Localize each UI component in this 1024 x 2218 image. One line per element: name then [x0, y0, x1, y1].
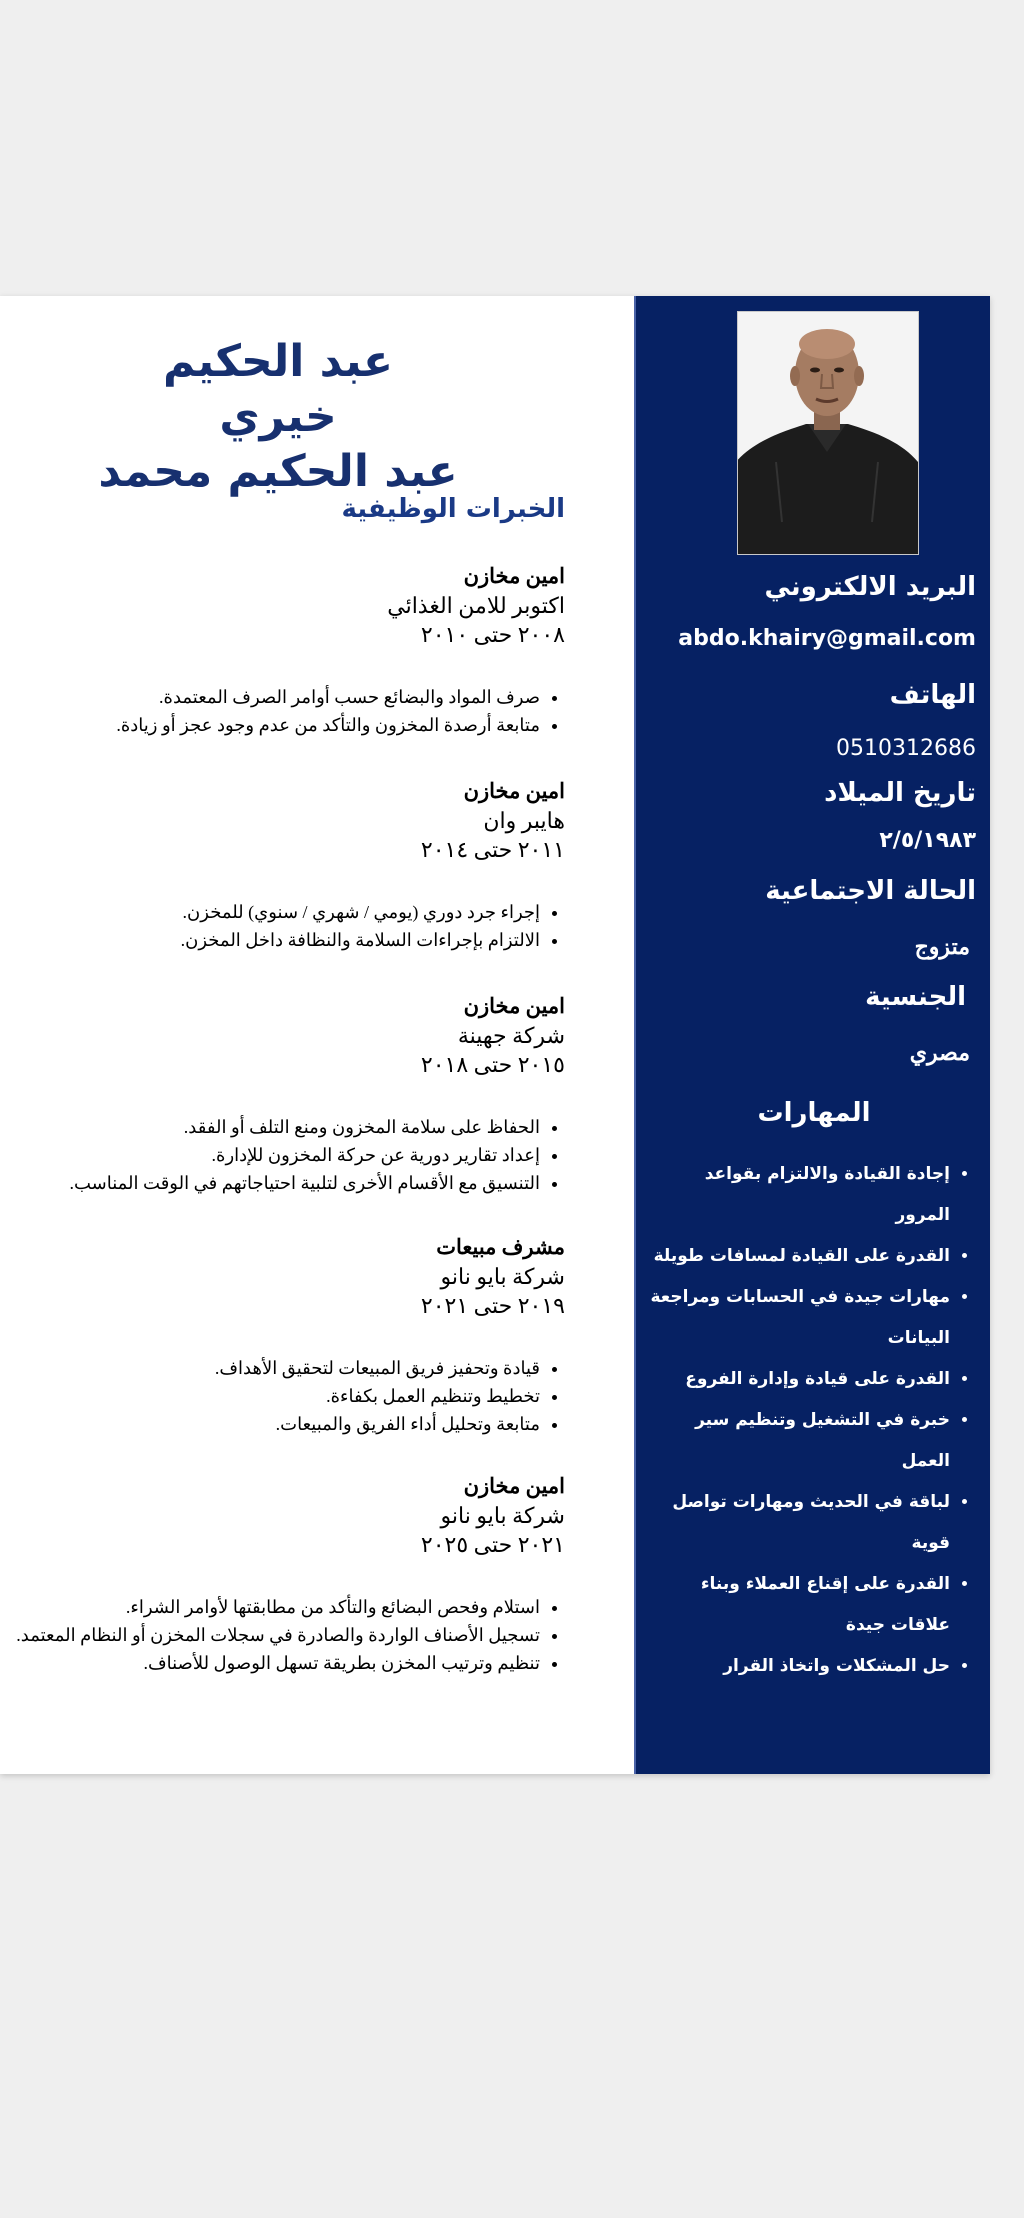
duty-item: • التنسيق مع الأقسام الأخرى لتلبية احتياجاتهم في الوقت المناسب.	[0, 1169, 540, 1197]
job-entry	[0, 562, 565, 739]
skills-list	[646, 1154, 976, 1687]
job-company: اكتوبر للامن الغذائي	[387, 593, 565, 618]
job-dates: ٢٠١١ حتى ٢٠١٤	[420, 837, 565, 862]
skill-item: • حل المشكلات واتخاذ القرار	[646, 1646, 950, 1687]
job-company: شركة جهينة	[457, 1023, 565, 1048]
duty-item: • متابعة وتحليل أداء الفريق والمبيعات.	[0, 1410, 540, 1438]
duty-item: • صرف المواد والبضائع حسب أوامر الصرف المعتمدة.	[0, 683, 540, 711]
duty-item: • الالتزام بإجراءات السلامة والنظافة داخل المخزن.	[0, 926, 540, 954]
main-column	[0, 296, 634, 1774]
job-title: امين مخازن	[463, 564, 565, 588]
name-line-1: عبد الحكيم خيري	[162, 336, 394, 442]
email-value[interactable]: abdo.khairy@gmail.com	[678, 626, 976, 651]
job-dates: ٢٠١٥ حتى ٢٠١٨	[420, 1052, 565, 1077]
skill-item: • إجادة القيادة والالتزام بقواعد المرور	[646, 1154, 950, 1236]
job-duties	[0, 1354, 565, 1438]
duty-item: • قيادة وتحفيز فريق المبيعات لتحقيق الأهداف.	[0, 1354, 540, 1382]
job-duties	[0, 1593, 565, 1677]
job-company: شركة بايو نانو	[440, 1503, 565, 1528]
name-line-2: عبد الحكيم محمد	[98, 446, 458, 497]
nationality-value: مصري	[909, 1040, 970, 1065]
job-title: امين مخازن	[463, 779, 565, 803]
job-entry	[0, 992, 565, 1197]
job-title: امين مخازن	[463, 1474, 565, 1498]
skill-item: • مهارات جيدة في الحسابات ومراجعة البيانات	[646, 1277, 950, 1359]
job-entry	[0, 1472, 565, 1677]
duty-item: • تسجيل الأصناف الواردة والصادرة في سجلات المخزن أو النظام المعتمد.	[0, 1621, 540, 1649]
job-company: شركة بايو نانو	[440, 1264, 565, 1289]
job-duties	[0, 898, 565, 954]
job-dates: ٢٠٠٨ حتى ٢٠١٠	[420, 622, 565, 647]
job-title: امين مخازن	[463, 994, 565, 1018]
marital-status-label: الحالة الاجتماعية	[765, 876, 976, 906]
duty-item: • متابعة أرصدة المخزون والتأكد من عدم وجود عجز أو زيادة.	[0, 711, 540, 739]
skill-item: • القدرة على قيادة وإدارة الفروع	[646, 1359, 950, 1400]
job-duties	[0, 683, 565, 739]
resume-page	[0, 296, 990, 1774]
phone-value[interactable]: 0510312686	[836, 736, 976, 761]
duty-item: • تخطيط وتنظيم العمل بكفاءة.	[0, 1382, 540, 1410]
nationality-label: الجنسية	[865, 982, 966, 1012]
duty-item: • استلام وفحص البضائع والتأكد من مطابقتها لأوامر الشراء.	[0, 1593, 540, 1621]
job-entry	[0, 1233, 565, 1438]
skill-item: • لباقة في الحديث ومهارات تواصل قوية	[646, 1482, 950, 1564]
skill-item: • خبرة في التشغيل وتنظيم سير العمل	[646, 1400, 950, 1482]
email-label: البريد الالكتروني	[764, 572, 976, 602]
skill-item: • القدرة على القيادة لمسافات طويلة	[646, 1236, 950, 1277]
job-duties	[0, 1113, 565, 1197]
job-dates: ٢٠١٩ حتى ٢٠٢١	[420, 1293, 565, 1318]
phone-label: الهاتف	[889, 680, 976, 710]
job-dates: ٢٠٢١ حتى ٢٠٢٥	[420, 1532, 565, 1557]
marital-status-value: متزوج	[914, 934, 970, 959]
duty-item: • إعداد تقارير دورية عن حركة المخزون للإدارة.	[0, 1141, 540, 1169]
job-title: مشرف مبيعات	[436, 1235, 565, 1259]
full-name	[98, 334, 458, 499]
job-company: هايبر وان	[483, 808, 565, 833]
birth-date-value: ٢/٥/١٩٨٣	[879, 828, 976, 853]
job-entry	[0, 777, 565, 954]
person-portrait-icon	[737, 312, 918, 555]
birth-date-label: تاريخ الميلاد	[824, 778, 976, 808]
duty-item: • الحفاظ على سلامة المخزون ومنع التلف أو الفقد.	[0, 1113, 540, 1141]
duty-item: • تنظيم وترتيب المخزن بطريقة تسهل الوصول للأصناف.	[0, 1649, 540, 1677]
skill-item: • القدرة على إقناع العملاء وبناء علاقات جيدة	[646, 1564, 950, 1646]
skills-heading: المهارات	[757, 1098, 871, 1128]
experience-heading: الخبرات الوظيفية	[341, 494, 565, 524]
sidebar	[634, 296, 990, 1774]
duty-item: • إجراء جرد دوري (يومي / شهري / سنوي) للمخزن.	[0, 898, 540, 926]
profile-photo	[737, 311, 919, 555]
